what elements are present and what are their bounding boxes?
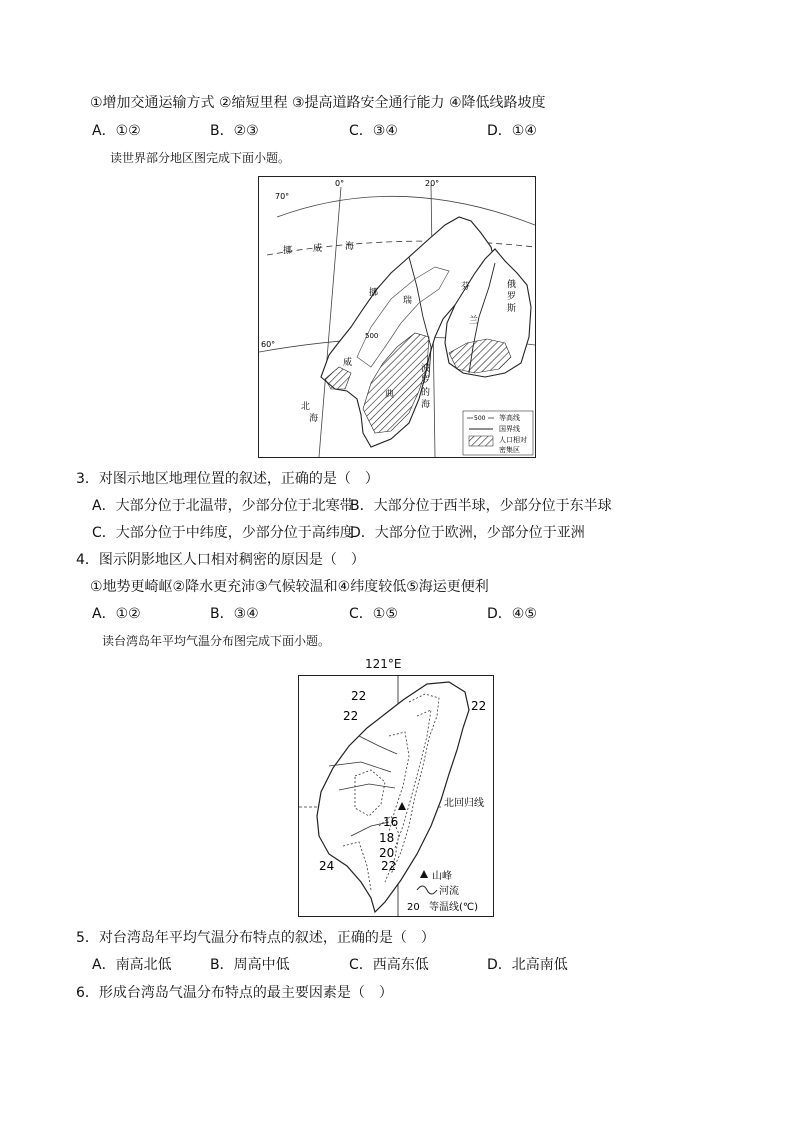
taiwan-map bbox=[298, 675, 494, 917]
q5-option-b[interactable]: B．周高中低 bbox=[210, 957, 290, 973]
isotherm-label-2: 22 bbox=[343, 709, 359, 723]
legend-peak-label: 山峰 bbox=[432, 871, 452, 882]
lon-label-0: 0° bbox=[335, 179, 345, 188]
map1-legend bbox=[463, 411, 533, 455]
q5-option-d[interactable]: D．北高南低 bbox=[487, 957, 568, 973]
isotherm-label-22: 22 bbox=[381, 859, 397, 873]
q4-stem: 4．图示阴影地区人口相对稠密的原因是（ ） bbox=[76, 552, 365, 568]
legend-peak-icon bbox=[420, 870, 428, 878]
taiwan-lon-label: 121°E bbox=[365, 657, 402, 671]
label-norwegian-sea-3: 海 bbox=[345, 242, 355, 252]
label-norway-2: 威 bbox=[343, 358, 353, 368]
label-russia-3: 斯 bbox=[507, 304, 517, 314]
prev-option-d[interactable]: D．①④ bbox=[487, 123, 537, 139]
q3-option-b[interactable]: B．大部分位于西半球，少部分位于东半球 bbox=[350, 498, 612, 514]
intro-taiwan: 读台湾岛年平均气温分布图完成下面小题。 bbox=[102, 634, 331, 648]
intro-scandinavia: 读世界部分地区图完成下面小题。 bbox=[110, 151, 291, 165]
label-baltic-2: 罗 bbox=[421, 376, 431, 386]
legend-border-label: 国界线 bbox=[499, 425, 520, 433]
q5-option-c[interactable]: C．西高东低 bbox=[349, 957, 429, 973]
q4-option-c[interactable]: C．①⑤ bbox=[349, 606, 398, 622]
lat-label-60: 60° bbox=[261, 340, 276, 349]
q6-stem: 6．形成台湾岛气温分布特点的最主要因素是（ ） bbox=[76, 985, 393, 1001]
q4-statements: ①地势更崎岖②降水更充沛③气候较温和④纬度较低⑤海运更便利 bbox=[90, 579, 489, 595]
q5-option-a[interactable]: A．南高北低 bbox=[92, 957, 172, 973]
label-russia-1: 俄 bbox=[507, 280, 517, 290]
q3-option-d[interactable]: D．大部分位于欧洲，少部分位于亚洲 bbox=[350, 525, 585, 541]
isotherm-label-18: 18 bbox=[379, 831, 395, 845]
prev-option-c[interactable]: C．③④ bbox=[349, 123, 398, 139]
prev-statements: ①增加交通运输方式 ②缩短里程 ③提高道路安全通行能力 ④降低线路坡度 bbox=[90, 95, 546, 111]
map2-legend bbox=[407, 869, 478, 913]
q3-stem: 3．对图示地区地理位置的叙述，正确的是（ ） bbox=[76, 471, 379, 487]
scandinavia-map bbox=[258, 176, 536, 458]
legend-isotherm-label: 等温线(℃) bbox=[429, 902, 479, 913]
label-sweden-1: 瑞 bbox=[403, 296, 413, 306]
tropic-label: 北回归线 bbox=[444, 798, 484, 809]
legend-river-icon bbox=[417, 886, 437, 894]
label-baltic-4: 海 bbox=[421, 400, 431, 410]
q4-option-b[interactable]: B．③④ bbox=[210, 606, 259, 622]
legend-river-label: 河流 bbox=[439, 886, 459, 897]
label-north-sea-1: 北 bbox=[301, 402, 311, 412]
label-north-sea-2: 海 bbox=[309, 414, 319, 424]
legend-population-label-1: 人口相对 bbox=[499, 436, 527, 444]
label-baltic-3: 的 bbox=[421, 388, 431, 398]
q5-stem: 5．对台湾岛年平均气温分布特点的叙述，正确的是（ ） bbox=[76, 930, 435, 946]
label-russia-2: 罗 bbox=[507, 292, 517, 302]
legend-isotherm-value: 20 bbox=[407, 902, 420, 913]
legend-contour-value: 500 bbox=[474, 415, 486, 422]
isotherm-label-16: 16 bbox=[383, 815, 399, 829]
lat-label-70: 70° bbox=[275, 192, 290, 201]
isotherm-label-3: 22 bbox=[471, 699, 487, 713]
label-norwegian-sea-2: 威 bbox=[313, 244, 323, 254]
isotherm-label-24: 24 bbox=[319, 859, 335, 873]
isotherm-label-20: 20 bbox=[379, 846, 395, 860]
label-finland-1: 芬 bbox=[461, 282, 471, 292]
legend-contour-label: 等高线 bbox=[499, 414, 520, 422]
prev-option-a[interactable]: A．①② bbox=[92, 123, 141, 139]
q4-option-d[interactable]: D．④⑤ bbox=[487, 606, 537, 622]
label-norwegian-sea-1: 挪 bbox=[283, 246, 293, 256]
lon-label-20: 20° bbox=[425, 179, 440, 188]
q4-option-a[interactable]: A．①② bbox=[92, 606, 141, 622]
prev-option-b[interactable]: B．②③ bbox=[210, 123, 259, 139]
q3-option-c[interactable]: C．大部分位于中纬度，少部分位于高纬度 bbox=[92, 525, 354, 541]
label-finland-2: 兰 bbox=[469, 316, 479, 326]
legend-population-label-2: 密集区 bbox=[499, 446, 520, 454]
q3-option-a[interactable]: A．大部分位于北温带，少部分位于北寒带 bbox=[92, 498, 354, 514]
isotherm-label-1: 22 bbox=[351, 689, 367, 703]
label-baltic-1: 波 bbox=[421, 364, 431, 374]
label-sweden-2: 典 bbox=[385, 390, 395, 400]
label-norway-1: 挪 bbox=[369, 288, 379, 298]
contour-label-500: 500 bbox=[365, 332, 379, 340]
